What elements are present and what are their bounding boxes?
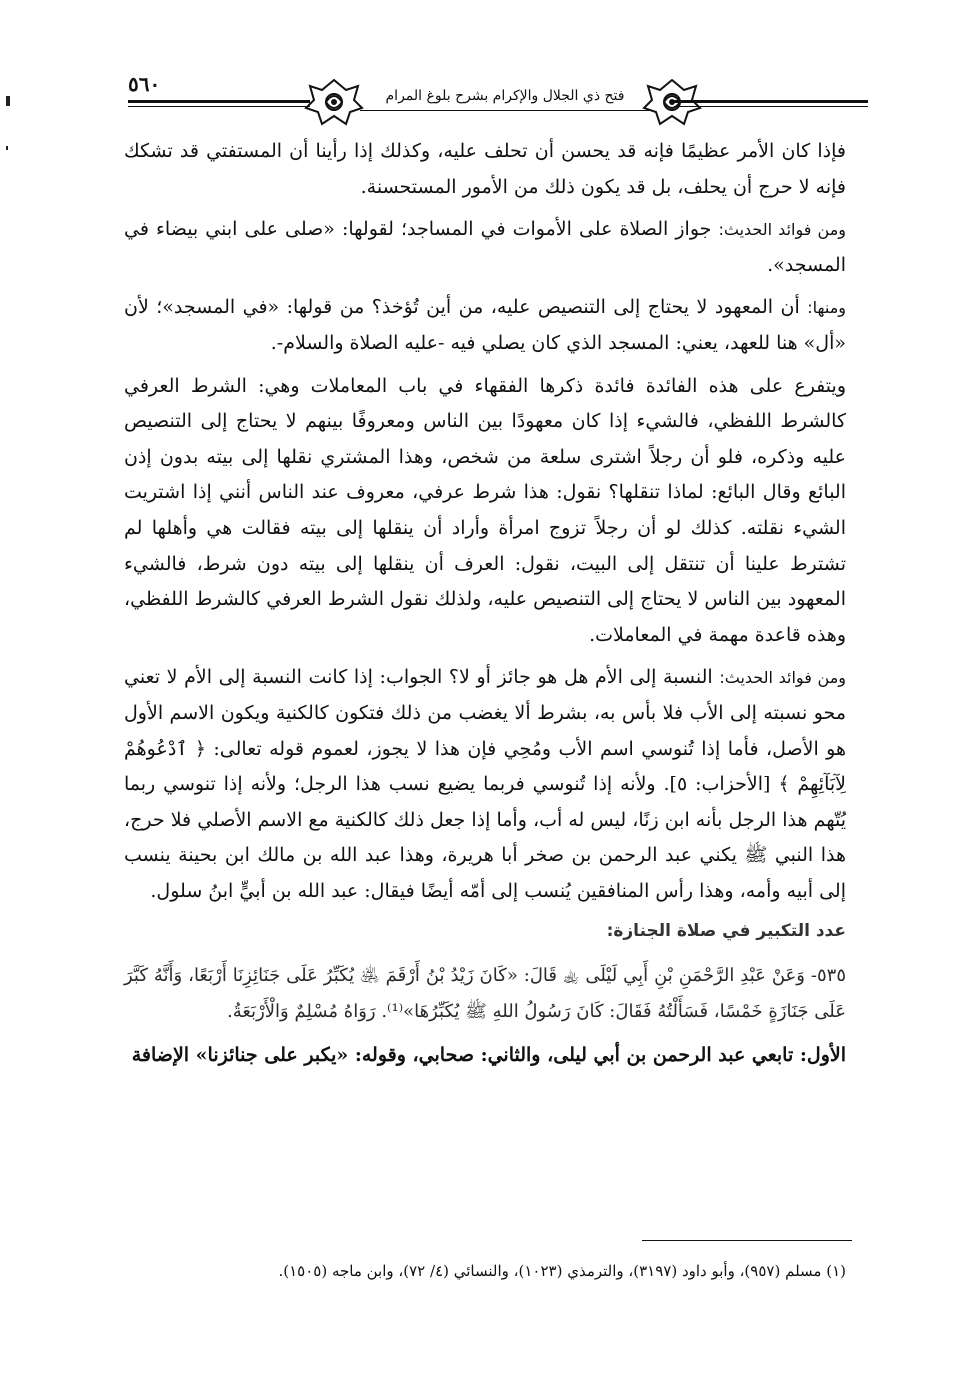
scan-mark	[6, 146, 8, 150]
running-title: فتح ذي الجلال والإكرام بشرح بلوغ المرام	[385, 88, 625, 104]
header-rule-left	[128, 100, 310, 103]
paragraph-lead: ومنها:	[807, 298, 846, 318]
header-rule-left-thin	[128, 106, 310, 107]
paragraph	[124, 212, 846, 283]
paragraph-lead: ومن فوائد الحديث:	[718, 220, 846, 240]
paragraph: فإذا كان الأمر عظيمًا فإنه قد يحسن أن تحلف عليه، وكذلك إذا رأينا أن المستفتي قد تشكك فإنه لا حرج أن يحلف، بل قد يكون ذلك من الأمور المستحسنة.	[124, 140, 846, 198]
header-title-rule	[360, 110, 650, 111]
paragraph	[124, 660, 846, 909]
footnote-divider	[642, 1240, 852, 1241]
scan-mark	[6, 96, 10, 106]
footnote: (١) مسلم (٩٥٧)، وأبو داود (٣١٩٧)، والترمذي (١٠٢٣)، والنسائي (٤/ ٧٢)، وابن ماجه (١٥٠٥).	[278, 1262, 846, 1280]
section-heading: عدد التكبير في صلاة الجنازة:	[606, 921, 846, 942]
paragraph	[124, 290, 846, 361]
hadith-text: ٥٣٥- وَعَنْ عَبْدِ الرَّحْمَنِ بْنِ أَبِي لَيْلَى ﵀ قَالَ: «كَانَ زَيْدُ بْنُ أَرْقَمَ ﵁ يُكَبِّرُ عَلَى جَنَائِزِنَا أَرْبَعًا، وَأَنَّهُ كَبَّرَ عَلَى جَنَازَةٍ خَمْسًا، فَسَأَلْتُهُ فَقَالَ: كَانَ رَسُولُ اللهِ ﷺ يُكَبِّرُهَا»⁽¹⁾. رَوَاهُ مُسْلِمٌ وَالْأَرْبَعَةُ.	[124, 965, 846, 1023]
main-text	[124, 134, 846, 1081]
paragraph-text: جواز الصلاة على الأموات في المساجد؛ لقولها: «صلى على ابني بيضاء في المسجد».	[124, 218, 846, 276]
closing-line: الأول: تابعي عبد الرحمن بن أبي ليلى، والثاني: صحابي، وقوله: «يكبر على جنائزنا» الإضافة	[131, 1044, 846, 1067]
ornament-left-icon	[302, 76, 366, 128]
paragraph-text: النسبة إلى الأم هل هو جائز أو لا؟ الجواب: إذا كانت النسبة إلى الأم لا تعني محو نسبته إلى الأب فلا بأس به، بشرط ألا يغضب من ذلك فتكون كالكنية ويكون الاسم الأول هو الأصل، فأما إذا تُنوسي اسم الأب ومُحِي فإن هذا لا يجوز، لعموم قوله تعالى: ﴿ ٱدْعُوهُمْ لِآبَآئِهِمْ ﴾ [الأحزاب: ٥]. ولأنه إذا تُنوسي فربما يضيع نسب هذا الرجل؛ ولأنه إذا تنوسي ربما يُتّهم هذا الرجل بأنه ابن زنًا، ليس له أب، وأما إذا جعل ذلك كالكنية مع الاسم الأصلي فلا حرج، هذا النبي ﷺ يكني عبد الرحمن بن صخر أبا هريرة، وهذا عبد الله بن مالك ابن بحينة ينسب إلى أبيه وأمه، وهذا رأس المنافقين يُنسب إلى أمّه أيضًا فيقال: عبد الله بن أبيٍّ ابنُ سلول.	[124, 666, 846, 902]
paragraph-lead: ومن فوائد الحديث:	[719, 668, 846, 688]
paragraph: ويتفرع على هذه الفائدة فائدة ذكرها الفقهاء في باب المعاملات وهي: الشرط العرفي كالشرط اللفظي، فالشيء إذا كان معهودًا بين الناس ومعروفًا بينهم لا يحتاج إلى التنصيص عليه وذكره، فلو أن رجلاً اشترى سلعة من شخص، وهذا المشتري نقلها إلى بيته بدون إذن البائع وقال البائع: لماذا تنقلها؟ نقول: هذا شرط عرفي، معروف عند الناس أنني إذا اشتريت الشيء نقلته. كذلك لو أن رجلاً تزوج امرأة وأراد أن ينقلها إلى بيته فقالت هي وأهلها لم تشترط علينا أن تنتقل إلى البيت، نقول: العرف أن ينقلها إلى بيته دون شرط، فالشيء المعهود بين الناس لا يحتاج إلى التنصيص عليه، ولذلك نقول الشرط العرفي كالشرط اللفظي، وهذه قاعدة مهمة في المعاملات.	[124, 374, 846, 646]
ornament-right-icon	[640, 76, 704, 128]
paragraph-text: أن المعهود لا يحتاج إلى التنصيص عليه، من أين تُؤخذ؟ من قولها: «في المسجد»؛ لأن «أل» هنا للعهد، يعني: المسجد الذي كان يصلي فيه -عليه الصلاة والسلام-.	[124, 296, 846, 354]
page-number: ٥٦٠	[128, 72, 161, 96]
